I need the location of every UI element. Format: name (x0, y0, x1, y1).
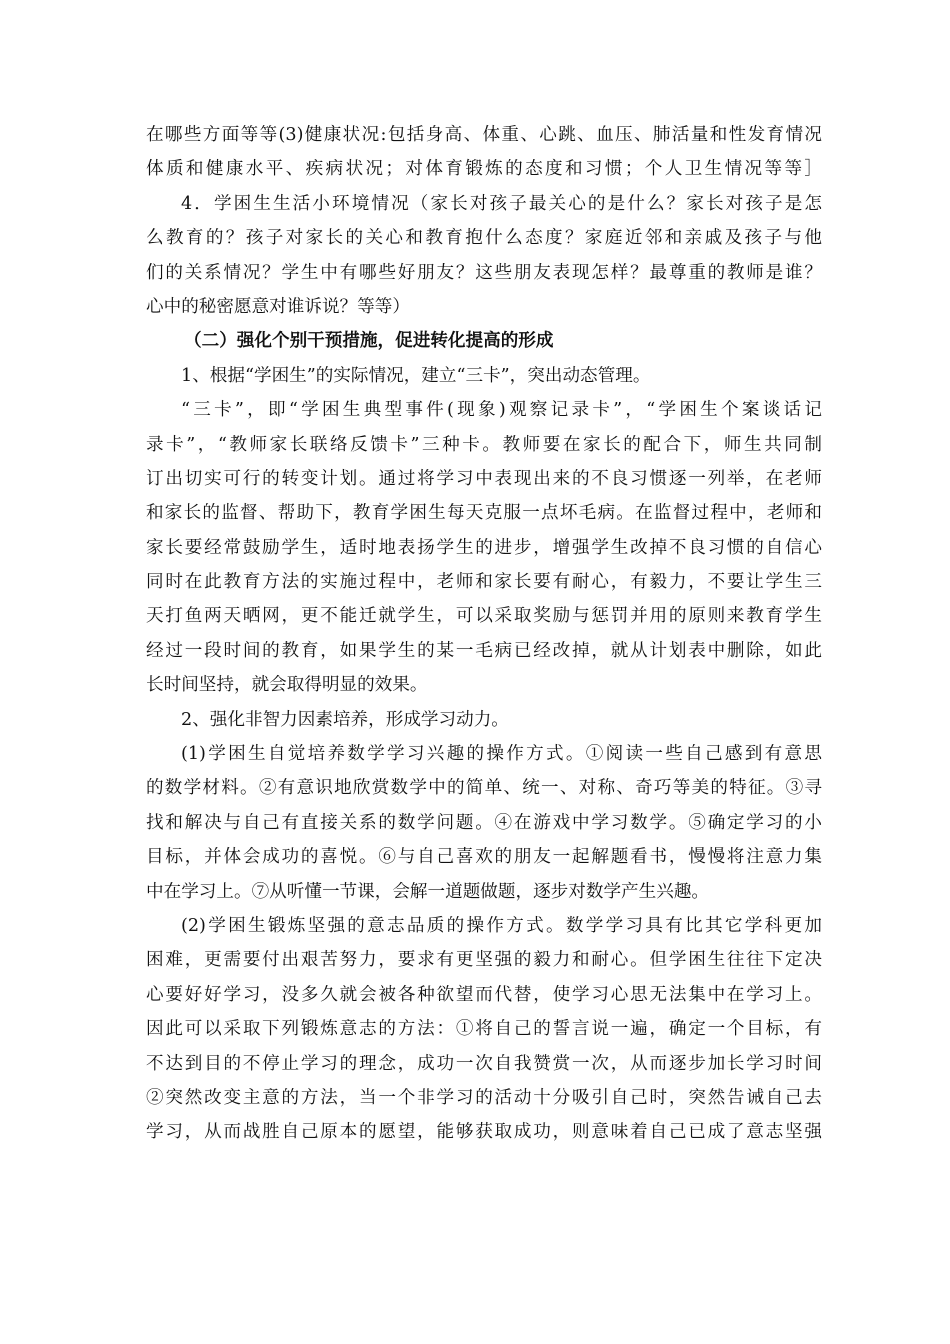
text-line: 学习，从而战胜自己原本的愿望，能够获取成功，则意味着自己已成了意志坚强 (146, 1122, 822, 1143)
document-page (146, 118, 822, 1150)
text-line: 在哪些方面等等(3)健康状况:包括身高、体重、心跳、血压、肺活量和性发育情况 (146, 125, 822, 145)
text-line: 家长要经常鼓励学生，适时地表扬学生的进步，增强学生改掉不良习惯的自信心 (146, 537, 822, 558)
text-line: 中在学习上。⑦从听懂一节课，会解一道题做题，逐步对数学产生兴趣。 (146, 881, 710, 902)
paragraph (146, 393, 822, 703)
text-line: 和家长的监督、帮助下，教育学困生每天克服一点坏毛病。在监督过程中，老师和 (146, 503, 822, 524)
text-line: ②突然改变主意的方法，当一个非学习的活动十分吸引自己时，突然告诫自己去 (146, 1087, 822, 1108)
paragraph (146, 737, 822, 909)
text-line: 订出切实可行的转变计划。通过将学习中表现出来的不良习惯逐一列举，在老师 (146, 468, 822, 489)
text-line: 体质和健康水平、疾病状况；对体育锻炼的态度和习惯；个人卫生情况等等］ (146, 159, 822, 180)
text-line: 目标，并体会成功的喜悦。⑥与自己喜欢的朋友一起解题看书，慢慢将注意力集 (146, 847, 822, 868)
text-line: 找和解决与自己有直接关系的数学问题。④在游戏中学习数学。⑤确定学习的小 (146, 812, 822, 833)
text-line: 心中的秘密愿意对谁诉说？等等） (146, 296, 410, 317)
text-line: 的数学材料。②有意识地欣赏数学中的简单、统一、对称、奇巧等美的特征。③寻 (146, 778, 822, 799)
text-line: 4．学困生生活小环境情况（家长对孩子最关心的是什么？家长对孩子是怎 (181, 193, 822, 214)
text-line: 1、根据“学困生”的实际情况，建立“三卡”，突出动态管理。 (181, 365, 651, 386)
text-line: 因此可以采取下列锻炼意志的方法：①将自己的誓言说一遍，确定一个目标，有 (146, 1019, 822, 1040)
text-line: (2)学困生锻炼坚强的意志品质的操作方式。数学学习具有比其它学科更加 (181, 915, 822, 936)
text-line: 么教育的？孩子对家长的关心和教育抱什么态度？家庭近邻和亲戚及孩子与他 (146, 228, 822, 249)
text-line: 长时间坚持，就会取得明显的效果。 (146, 675, 428, 696)
text-line: 心要好好学习，没多久就会被各种欲望而代替，使学习心思无法集中在学习上。 (146, 984, 822, 1005)
text-line: “三卡”，即“学困生典型事件(现象)观察记录卡”，“学困生个案谈话记 (181, 400, 822, 421)
text-line: 录卡”，“教师家长联络反馈卡”三种卡。教师要在家长的配合下，师生共同制 (146, 434, 822, 455)
paragraph (146, 187, 822, 325)
paragraph (146, 703, 822, 737)
text-line: 不达到目的不停止学习的理念，成功一次自我赞赏一次，从而逐步加长学习时间 (146, 1053, 822, 1074)
text-line: 同时在此教育方法的实施过程中，老师和家长要有耐心，有毅力，不要让学生三 (146, 572, 822, 593)
paragraph (146, 359, 822, 393)
text-line: 们的关系情况？学生中有哪些好朋友？这些朋友表现怎样？最尊重的教师是谁？ (146, 262, 822, 283)
text-line: 2、强化非智力因素培养，形成学习动力。 (181, 709, 509, 730)
text-line: 经过一段时间的教育，如果学生的某一毛病已经改掉，就从计划表中删除，如此 (146, 640, 822, 661)
text-line: (1)学困生自觉培养数学学习兴趣的操作方式。①阅读一些自己感到有意思 (181, 744, 822, 765)
section-heading (146, 324, 822, 358)
text-line: （二）强化个别干预措施，促进转化提高的形成 (184, 330, 554, 352)
text-line: 困难，更需要付出艰苦努力，要求有更坚强的毅力和耐心。但学困生往往下定决 (146, 950, 822, 971)
text-line: 天打鱼两天晒网，更不能迁就学生，可以采取奖励与惩罚并用的原则来教育学生 (146, 606, 822, 627)
paragraph (146, 909, 822, 1150)
paragraph (146, 118, 822, 187)
